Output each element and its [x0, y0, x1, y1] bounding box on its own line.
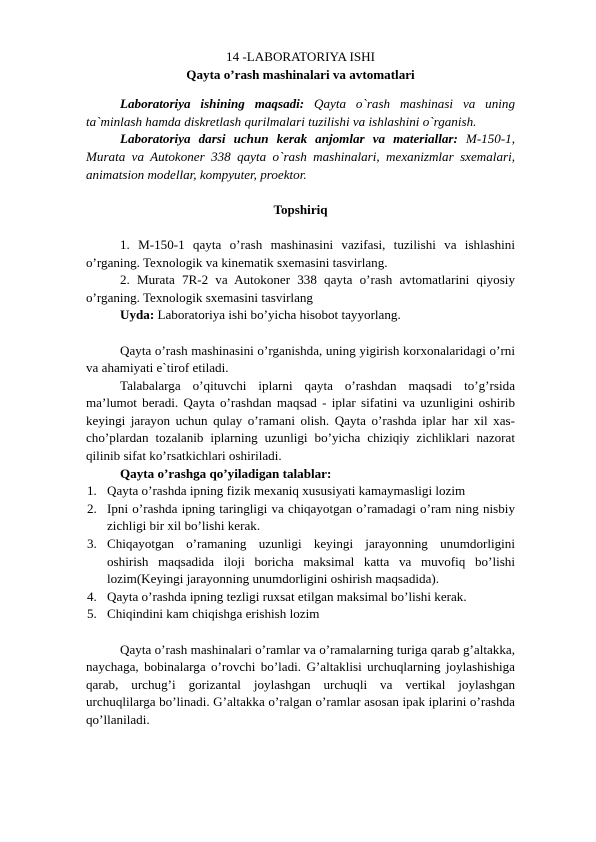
list-item: 5. Chiqindini kam chiqishga erishish lozim	[87, 606, 320, 622]
task-item: 2. Murata 7R-2 va Autokoner 338 qayta o’rash avtomatlarini qiyosiy o’rganing. Texnologik sxemasini tasvirlang	[86, 272, 515, 305]
list-item: 4. Qayta o’rashda ipning tezligi ruxsat etilgan maksimal bo’lishi kerak.	[87, 588, 467, 604]
materials-text: M-150-1, Murata va Autokoner 338 qayta o`rash mashinalari, mexanizmlar sxemalari, animatsion modellar, kompyuter, proektor.	[86, 131, 515, 182]
body-paragraph: Qayta o’rash mashinasini o’rganishda, uning yigirish korxonalaridagi o’rni va ahamiyati e`tirof etiladi.	[86, 342, 515, 376]
lab-topic-title: Qayta o’rash mashinalari va avtomatlari	[186, 66, 415, 82]
materials-paragraph	[86, 130, 515, 183]
task-heading: Topshiriq	[273, 201, 328, 217]
final-paragraph: Qayta o’rash mashinalari o’ramlar va o’ramalarning turiga qarab g’altakka, naychaga, bobinalarga o’rovchi bo’ladi. G’altaklisi urchuqlarning joylashishiga qarab, urchug’i gorizantal joylashgan urchuqli va vertikal joylashgan urchuqlilarga bo’linadi. G’altakka o’ralgan o’ramlar asosan ipak iplarini o’rashda qo’llaniladi.	[86, 641, 515, 727]
homework-line	[86, 306, 515, 324]
page-content	[86, 48, 515, 729]
homework-label: Uyda:	[120, 307, 155, 323]
list-item: 2. Ipni o’rashda ipning taringligi va chiqayotgan o’ramadagi o’ram ning nisbiy zichligi bir xil bo’lishi kerak.	[87, 500, 515, 534]
spacer	[86, 623, 515, 641]
aim-paragraph	[86, 95, 515, 130]
materials-label: Laboratoriya darsi uchun kerak anjomlar va materiallar:	[120, 131, 458, 147]
body-paragraph: Talabalarga o’qituvchi iplarni qayta o’rashdan maqsadi to’g’rsida ma’lumot beradi. Qayta o’rashdan maqsad - iplar sifatini va uzunligini oshirib keyingi jarayon uchun qulay o’ramani olish. Qayta o’rashda iplar har xil xas- cho’plardan tozalanib iplarning uzunligi bo’yicha chiziqiy zichliklari nazorat qilinib sifat ko’rsatkichlari oshiriladi.	[86, 377, 515, 464]
requirements-heading: Qayta o’rashga qo’yiladigan talablar:	[120, 465, 332, 481]
aim-text: Qayta o`rash mashinasi va uning ta`minlash hamda diskretlash qurilmalari tuzilishi va ishlashini o`rganish.	[86, 96, 515, 129]
spacer	[86, 83, 515, 95]
lab-number-title: 14 -LABORATORIYA ISHI	[226, 49, 375, 64]
spacer	[86, 218, 515, 236]
spacer	[86, 183, 515, 201]
spacer	[86, 324, 515, 342]
list-item: 3. Chiqayotgan o’ramaning uzunligi keyingi jarayonning unumdorligini oshirish maqsadida iloji boricha maksimal katta va muvofiq bo’lishi lozim(Keyingi jarayonning unumdorligini oshirish maqsadida).	[87, 536, 515, 587]
list-item: 1. Qayta o’rashda ipning fizik mexaniq xususiyati kamaymasligi lozim	[87, 483, 466, 499]
requirements-list	[87, 482, 515, 623]
task-item: 1. M-150-1 qayta o’rash mashinasini vazifasi, tuzilishi va ishlashini o’rganing. Texnologik va kinematik sxemasini tasvirlang.	[86, 236, 515, 270]
homework-text: Laboratoriya ishi bo’yicha hisobot tayyorlang.	[154, 307, 401, 323]
aim-label: Laboratoriya ishining maqsadi:	[120, 96, 305, 112]
